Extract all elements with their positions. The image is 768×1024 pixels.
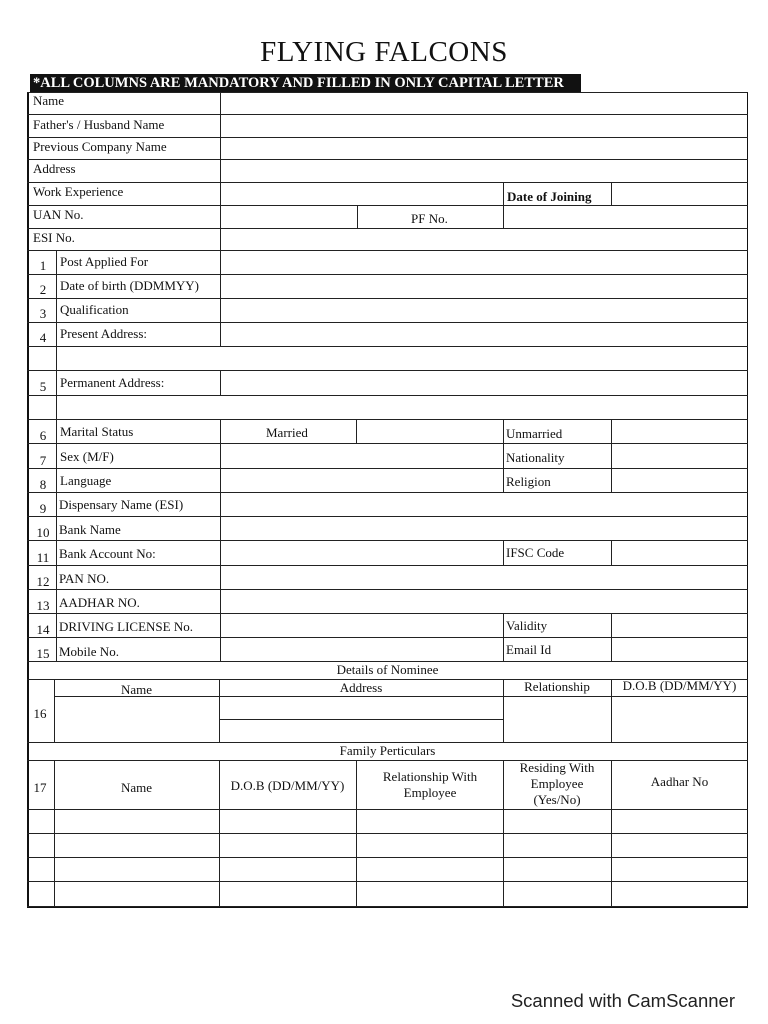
nationality-label: Nationality: [506, 450, 565, 465]
row-number: 13: [36, 598, 50, 613]
present-address-label: Present Address:: [60, 326, 148, 341]
family-col-relationship: Relationship With Employee: [382, 769, 478, 800]
row-number: 12: [36, 574, 50, 589]
row-number: 17: [33, 780, 47, 795]
family-col-name: Name: [120, 780, 153, 795]
previous-company-name-label: Previous Company Name: [33, 139, 167, 154]
dispensary-name-field[interactable]: [222, 494, 747, 514]
bank-name-field[interactable]: [222, 518, 747, 538]
family-member-name-field[interactable]: [56, 859, 217, 879]
row-number: 10: [36, 525, 50, 540]
aadhar-no-label: AADHAR NO.: [59, 595, 140, 610]
work-experience-field[interactable]: [222, 184, 501, 203]
row-number: 2: [39, 282, 47, 297]
name-field[interactable]: [222, 94, 747, 113]
unmarried-option-label: Unmarried: [506, 426, 563, 441]
nominee-name-field[interactable]: [56, 698, 217, 740]
permanent-address-label: Permanent Address:: [60, 375, 165, 390]
nominee-dob-field[interactable]: [613, 698, 746, 740]
row-number: 8: [39, 477, 47, 492]
address-field[interactable]: [222, 161, 747, 180]
fathers-husband-name-label: Father's / Husband Name: [33, 117, 165, 132]
nominee-heading: Details of Nominee: [336, 662, 439, 677]
present-address-field[interactable]: [222, 324, 747, 368]
family-col-residing: Residing With Employee (Yes/No): [519, 760, 595, 807]
family-member-name-field[interactable]: [56, 835, 217, 855]
nominee-col-name: Name: [120, 682, 153, 697]
post-applied-for-label: Post Applied For: [60, 254, 149, 269]
religion-label: Religion: [506, 474, 551, 489]
row-number: 15: [36, 646, 50, 661]
esi-no-field[interactable]: [222, 230, 747, 249]
marital-status-label: Marital Status: [60, 424, 134, 439]
mobile-no-label: Mobile No.: [59, 644, 119, 659]
row-number: 9: [39, 501, 47, 516]
form-title: FLYING FALCONS: [260, 36, 508, 68]
row-number: 4: [39, 330, 47, 345]
row-number: 5: [39, 379, 47, 394]
row-number: 1: [39, 258, 47, 273]
family-heading: Family Perticulars: [339, 743, 436, 758]
email-id-field[interactable]: [613, 639, 746, 659]
family-member-name-field[interactable]: [56, 811, 217, 831]
esi-no-label: ESI No.: [33, 230, 75, 245]
row-number: 14: [36, 622, 50, 637]
driving-license-field[interactable]: [222, 615, 501, 635]
uan-no-field[interactable]: [222, 207, 355, 226]
pan-no-field[interactable]: [222, 567, 747, 587]
qualification-field[interactable]: [222, 300, 747, 320]
sex-field[interactable]: [222, 445, 501, 466]
nominee-col-dob: D.O.B (DD/MM/YY): [622, 678, 737, 693]
work-experience-label: Work Experience: [33, 184, 124, 199]
family-member-name-field[interactable]: [56, 883, 217, 904]
ifsc-code-label: IFSC Code: [506, 545, 565, 560]
pan-no-label: PAN NO.: [59, 571, 110, 586]
permanent-address-field[interactable]: [222, 372, 747, 417]
pf-no-field[interactable]: [505, 207, 746, 226]
family-col-dob: D.O.B (DD/MM/YY): [230, 778, 345, 793]
nominee-col-relationship: Relationship: [524, 679, 590, 694]
language-field[interactable]: [222, 470, 501, 490]
camscanner-watermark: Scanned with CamScanner: [510, 990, 735, 1011]
date-of-joining-label: Date of Joining: [507, 189, 592, 204]
nominee-col-address: Address: [339, 680, 383, 695]
religion-field[interactable]: [613, 470, 746, 490]
previous-company-name-field[interactable]: [222, 139, 747, 158]
nominee-relationship-field[interactable]: [505, 698, 609, 740]
row-number: 7: [39, 453, 47, 468]
nationality-field[interactable]: [613, 445, 746, 466]
fathers-husband-name-field[interactable]: [222, 116, 747, 135]
driving-license-label: DRIVING LICENSE No.: [59, 619, 193, 634]
mobile-no-field[interactable]: [222, 639, 501, 659]
email-id-label: Email Id: [506, 642, 552, 657]
date-of-birth-field[interactable]: [222, 276, 747, 296]
qualification-label: Qualification: [60, 302, 129, 317]
name-label: Name: [33, 93, 65, 108]
post-applied-for-field[interactable]: [222, 252, 747, 272]
ifsc-code-field[interactable]: [613, 542, 746, 563]
unmarried-checkbox[interactable]: [613, 421, 746, 441]
language-label: Language: [60, 473, 112, 488]
address-label: Address: [33, 161, 76, 176]
nominee-address-line2-field[interactable]: [221, 721, 501, 740]
married-option-label: Married: [266, 425, 308, 440]
date-of-joining-field[interactable]: [613, 184, 746, 203]
validity-field[interactable]: [613, 615, 746, 635]
sex-label: Sex (M/F): [60, 449, 114, 464]
family-col-aadhar: Aadhar No: [650, 774, 709, 789]
bank-account-no-label: Bank Account No:: [59, 546, 156, 561]
row-number: 6: [39, 428, 47, 443]
row-number: 16: [33, 706, 47, 721]
aadhar-no-field[interactable]: [222, 591, 747, 611]
nominee-address-line1-field[interactable]: [221, 698, 501, 717]
uan-no-label: UAN No.: [33, 207, 84, 222]
pf-no-label: PF No.: [411, 211, 448, 226]
date-of-birth-label: Date of birth (DDMMYY): [60, 278, 200, 293]
validity-label: Validity: [506, 618, 548, 633]
dispensary-name-label: Dispensary Name (ESI): [59, 497, 184, 512]
row-number: 11: [36, 550, 50, 565]
bank-account-no-field[interactable]: [222, 542, 501, 563]
mandatory-banner: *ALL COLUMNS ARE MANDATORY AND FILLED IN ONLY CAPITAL LETTER: [30, 74, 581, 93]
bank-name-label: Bank Name: [59, 522, 121, 537]
row-number: 3: [39, 306, 47, 321]
married-checkbox[interactable]: [358, 421, 501, 441]
